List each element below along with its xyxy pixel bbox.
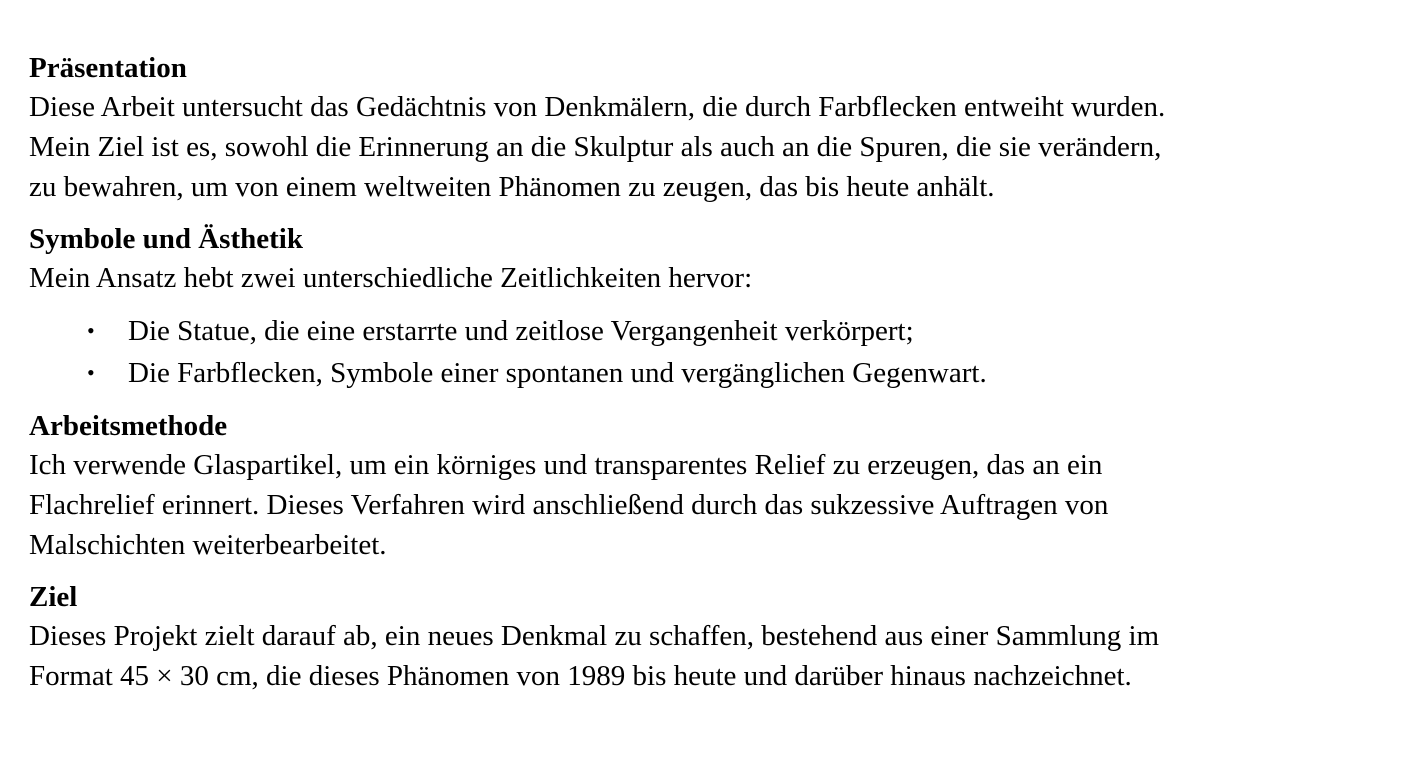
paragraph-line: Flachrelief erinnert. Dieses Verfahren wird anschließend durch das sukzessive Auftragen von <box>29 489 1109 521</box>
section-symbols <box>29 220 1417 394</box>
heading-presentation: Präsentation <box>29 52 187 84</box>
section-presentation <box>29 49 1417 207</box>
paragraph-line: Diese Arbeit untersucht das Gedächtnis von Denkmälern, die durch Farbflecken entweiht wurden. <box>29 91 1166 123</box>
heading-method: Arbeitsmethode <box>29 410 228 442</box>
paragraph-line: Format 45 × 30 cm, die dieses Phänomen von 1989 bis heute und darüber hinaus nachzeichnet. <box>29 660 1132 692</box>
paragraph-line: Ich verwende Glaspartikel, um ein körniges und transparentes Relief zu erzeugen, das an ein <box>29 449 1103 481</box>
paragraph-line: zu bewahren, um von einem weltweiten Phänomen zu zeugen, das bis heute anhält. <box>29 171 995 203</box>
heading-symbols: Symbole und Ästhetik <box>29 223 303 255</box>
bullet-item <box>29 310 1417 352</box>
section-goal <box>29 578 1417 696</box>
bullet-text: Die Statue, die eine erstarrte und zeitlose Vergangenheit verkörpert; <box>128 315 914 347</box>
bullet-item <box>29 352 1417 394</box>
paragraph-line: Malschichten weiterbearbeitet. <box>29 529 387 561</box>
paragraph-goal <box>29 616 1389 696</box>
paragraph-line: Mein Ansatz hebt zwei unterschiedliche Zeitlichkeiten hervor: <box>29 262 753 294</box>
bullet-text: Die Farbflecken, Symbole einer spontanen und vergänglichen Gegenwart. <box>128 357 987 389</box>
paragraph-line: Dieses Projekt zielt darauf ab, ein neues Denkmal zu schaffen, bestehend aus einer Sammlung im <box>29 620 1160 652</box>
bullet-list <box>29 310 1417 394</box>
paragraph-presentation <box>29 87 1389 207</box>
bullet-icon: • <box>87 360 95 385</box>
paragraph-method <box>29 445 1389 565</box>
paragraph-symbols-intro <box>29 258 1389 298</box>
bullet-icon: • <box>87 318 95 343</box>
section-method <box>29 407 1417 565</box>
heading-goal: Ziel <box>29 581 78 613</box>
paragraph-line: Mein Ziel ist es, sowohl die Erinnerung an die Skulptur als auch an die Spuren, die sie verändern, <box>29 131 1162 163</box>
